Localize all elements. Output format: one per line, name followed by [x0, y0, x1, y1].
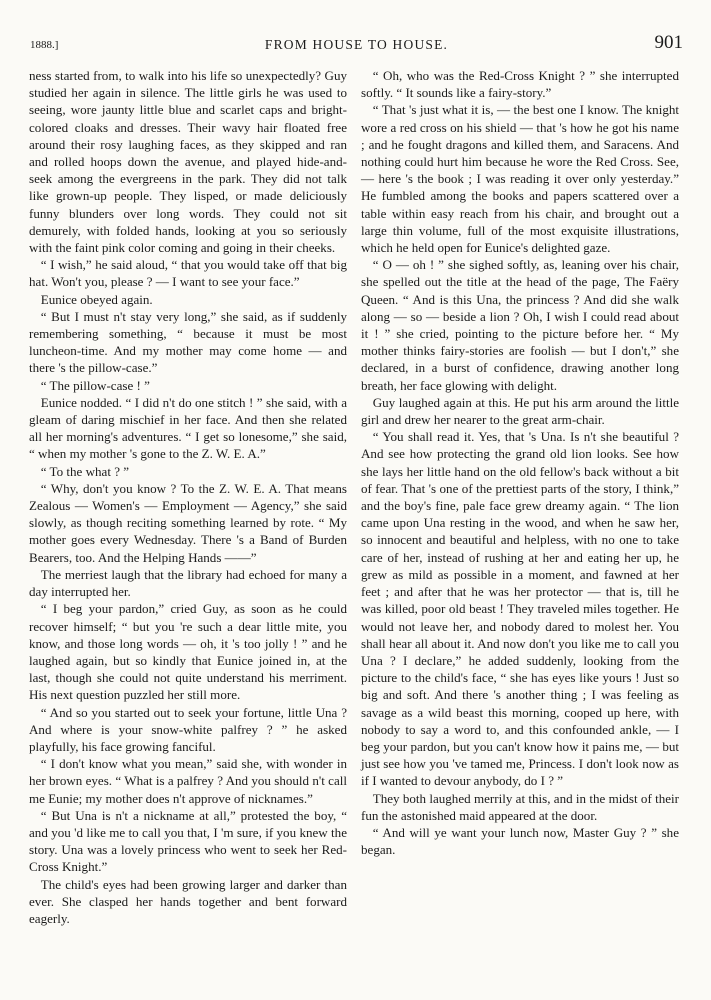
paragraph: The merriest laugh that the library had echoed for many a day interrupted her.: [29, 566, 347, 600]
paragraph: “ Why, don't you know ? To the Z. W. E. A. That means Zealous — Women's — Employment — Agency,” she said slowly, as though reciting something learned by rote. “ My mother goes every Wednesday. There 's a Band of Burden Bearers, too. And the Helping Hands ——”: [29, 480, 347, 565]
page-number: 901: [654, 32, 683, 53]
paragraph: “ The pillow-case ! ”: [40, 377, 150, 393]
paragraph: “ Oh, who was the Red-Cross Knight ? ” she interrupted softly. “ It sounds like a fairy-story.”: [361, 68, 679, 101]
paragraph: “ You shall read it. Yes, that 's Una. Is n't she beautiful ? And see how protecting the grand old lion looks. See how she lays her little hand on the old fellow's back without a bit of fear. That 's one of the prettiest parts of the story, I think,” and the boy's fine, pale face grew dreamy again. “ The lion came upon Una resting in the wood, and when he saw her, so innocent and beautiful and helpless, with no one to take care of her, instead of rushing at her and eating her up, he grew as mild as possible in a moment, and fawned at her feet ; and after that he was her protector — that is, till he was killed, poor old beast ! They traveled miles together. He would not leave her, and nobody dared to molest her. You shall hear all about it. And now don't you like me to call you Una ? I declare,” he added suddenly, looking from the picture to the child's face, “ she has eyes like yours ! Just so big and soft. And there 's another thing ; I was feeling as savage as a wild beast this morning, cooped up here, with nobody to say a word to, and this confounded ankle, — I beg your pardon, but you can't know how it pains me, — but just see how you 've tamed me, Princess. I don't look now as if I wanted to devour anybody, do I ? ”: [361, 429, 679, 789]
paragraph: Guy laughed again at this. He put his arm around the little girl and drew her nearer to the great arm-chair.: [361, 394, 679, 428]
paragraph: “ But I must n't stay very long,” she said, as if suddenly remembering something, “ because it must be most luncheon-time. And my mother may come home — and there 's the pillow-case.”: [29, 308, 347, 376]
paragraph: Eunice nodded. “ I did n't do one stitch ! ” she said, with a gleam of daring mischief in her face. And then she related all her morning's adventures. “ I get so lonesome,” she said, “ when my mother 's gone to the Z. W. E. A.”: [29, 394, 347, 462]
running-header: [30, 34, 683, 56]
header-title: FROM HOUSE TO HOUSE.: [264, 37, 449, 52]
paragraph: The child's eyes had been growing larger and darker than ever. She clasped her hands together and bent forward eagerly.: [29, 876, 347, 926]
paragraph: “ But Una is n't a nickname at all,” protested the boy, “ and you 'd like me to call you that, I 'm sure, if you knew the story. Una was a lovely princess who went to seek her Red-Cross Knight.”: [29, 807, 347, 875]
paragraph: Eunice obeyed again.: [40, 291, 153, 307]
paragraph: “ And so you started out to seek your fortune, little Una ? And where is your snow-white palfrey ? ” he asked playfully, his face growing fanciful.: [29, 704, 347, 754]
paragraph: ness started from, to walk into his life so unexpectedly? Guy studied her again in silence. The little girls he was used to seeing, wore jaunty little blue and scarlet caps and bright-colored cloaks and dresses. Their wavy hair floated free around their rosy laughing faces, as they skipped and ran and rolled hoops down the avenue, and played hide-and-seek among the evergreens in the park. They did not talk like grown-up people. They lisped, or made deliciously funny blunders over long words. They could not sit demurely, with folded hands, looking at you so seriously with the faint pink color coming and going in their cheeks.: [29, 68, 347, 256]
paragraph: “ I wish,” he said aloud, “ that you would take off that big hat. Won't you, please ? — I want to see your face.”: [29, 257, 347, 290]
header-year: 1888.]: [30, 39, 59, 51]
paragraph: “ I don't know what you mean,” said she, with wonder in her brown eyes. “ What is a palfrey ? And you should n't call me Eunie; my mother does n't approve of nicknames.”: [29, 756, 347, 806]
paragraph: They both laughed merrily at this, and in the midst of their fun the astonished maid appeared at the door.: [361, 790, 679, 823]
paragraph: “ That 's just what it is, — the best one I know. The knight wore a red cross on his shield — that 's how he got his name ; and he fought dragons and killed them, and Saracens. And nothing could hurt him because he wore the Red Cross. See, — here 's the book ; I was reading it over only yesterday.” He fumbled among the books and papers scattered over a table within easy reach from his chair, and brought out a large thin volume, full of the most exquisite illustrations, which he held open for Eunice's delighted gaze.: [361, 102, 679, 256]
paragraph: “ O — oh ! ” she sighed softly, as, leaning over his chair, she spelled out the title at the head of the page, The Faëry Queen. “ And is this Una, the princess ? And did she walk along — so — beside a lion ? Oh, I wish I could read about it ! ” she cried, pointing to the picture before her. “ My mother thinks fairy-stories are foolish — but I don't,” she declared, in a burst of confidence, drawing another long breath, her face glowing with delight.: [361, 257, 679, 393]
text-column-right: [361, 67, 679, 858]
paragraph: “ To the what ? ”: [40, 463, 130, 479]
paragraph: “ And will ye want your lunch now, Master Guy ? ” she began.: [361, 824, 679, 858]
paragraph: “ I beg your pardon,” cried Guy, as soon as he could recover himself; “ but you 're such a dear little mite, you know, and those long words — oh, it 's too jolly ! ” and he laughed again, but so kindly that Eunice joined in, at the last, though she could not quite understand his merriment. His next question puzzled her still more.: [29, 601, 347, 703]
text-column-left: [29, 67, 347, 927]
